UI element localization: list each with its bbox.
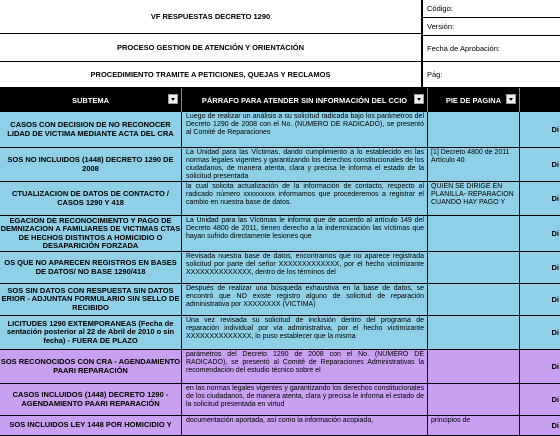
parrafo-cell[interactable]: parámetros del Decreto 1290 de 2008 con el No. (NÚMERO DE RADICADO), se presentó al Comité de Reparaciones Administrativas la recomendación del estudio técnico sobre el: [182, 350, 428, 384]
extra-cell[interactable]: Di: [520, 216, 560, 252]
filter-dropdown-icon[interactable]: [414, 94, 424, 104]
subtema-cell[interactable]: SOS SIN DATOS CON RESPUESTA SIN DATOS ERIOR - ADJUNTAN FORMULARIO SIN SELLO DE RECIBIDO: [0, 284, 182, 316]
parrafo-cell[interactable]: en las normas legales vigentes y garantizando los derechos constitucionales de los ciudadanos, de manera atenta, clara y precisa le informa el estado de la solicitud presentada en virtud: [182, 384, 428, 416]
extra-cell[interactable]: Di: [520, 284, 560, 316]
table-row[interactable]: [0, 350, 560, 384]
process-title: PROCESO GESTION DE ATENCIÓN Y ORIENTACIÓN: [0, 34, 422, 62]
table-row[interactable]: [0, 316, 560, 350]
parrafo-cell[interactable]: Luego de realizar un análisis a su solicitud radicada bajo los parámetros del Decreto 1290 de 2008 con el No. (NÚMERO DE RADICADO), se presentó al Comité de Reparaciones: [182, 112, 428, 148]
column-header-extra: [520, 88, 560, 112]
pie-cell[interactable]: [1] Decreto 4800 de 2011 Artículo 40.: [428, 148, 520, 182]
parrafo-cell[interactable]: la cual solicita actualización de la información de contacto, respecto al radicado número xxxxxxxxx informamos que procederemos a registrar el cambio en nuestra base de datos.: [182, 182, 428, 216]
version-label: Versión:: [422, 18, 560, 36]
extra-cell[interactable]: Di: [520, 252, 560, 284]
extra-cell[interactable]: Di: [520, 350, 560, 384]
table-row[interactable]: [0, 112, 560, 148]
pie-cell[interactable]: QUIEN SE DIRIGE EN PLANILLA- REPARACION CUANDO HAY PAGO Y: [428, 182, 520, 216]
subtema-cell[interactable]: CASOS INCLUIDOS (1448) DECRETO 1290 - AGENDAMIENTO PAARI REPARACIÓN: [0, 384, 182, 416]
column-header-pie-label: PIE DE PAGINA: [445, 95, 502, 105]
pie-cell[interactable]: [428, 384, 520, 416]
extra-cell[interactable]: Di: [520, 148, 560, 182]
table-row[interactable]: [0, 284, 560, 316]
procedure-title: PROCEDIMIENTO TRAMITE A PETICIONES, QUEJAS Y RECLAMOS: [0, 62, 422, 88]
extra-cell[interactable]: Di: [520, 416, 560, 436]
parrafo-cell[interactable]: Una vez revisada su solicitud de inclusión dentro del programa de reparación individual por vía administrativa, por el hecho victimizante XXXXXXXXXXXXXX, lo puso establecer que la misma: [182, 316, 428, 350]
fecha-aprobacion-label: Fecha de Aprobación:: [422, 36, 560, 62]
table-row[interactable]: [0, 216, 560, 252]
filter-dropdown-icon[interactable]: [506, 94, 516, 104]
codigo-label: Código:: [422, 0, 560, 18]
column-header-pie: [428, 88, 520, 112]
extra-cell[interactable]: Di: [520, 384, 560, 416]
column-header-parrafo-label: PÁRRAFO PARA ATENDER SIN INFORMACIÓN DEL CCIO: [201, 95, 408, 105]
document-header: [0, 0, 560, 88]
pie-cell[interactable]: [428, 252, 520, 284]
subtema-cell[interactable]: SOS INCLUIDOS LEY 1448 POR HOMICIDIO Y: [0, 416, 182, 436]
subtema-cell[interactable]: LICITUDES 1290 EXTEMPORANEAS (Fecha de sentación posterior al 22 de Abril de 2010 o sin fecha) - FUERA DE PLAZO: [0, 316, 182, 350]
parrafo-cell[interactable]: La Unidad para las Víctimas le informa que de acuerdo al artículo 149 del Decreto 4800 de 2011, tienen derecho a la indemnización las víctimas que hayan sufrido directamente lesiones que: [182, 216, 428, 252]
subtema-cell[interactable]: EGACION DE RECONOCIMIENTO Y PAGO DE DEMNIZACION A FAMILIARES DE VICTIMAS CTAS DE HECHOS DISTINTOS A HOMICIDIO O DESAPARICIÓN FORZADA: [0, 216, 182, 252]
filter-dropdown-icon[interactable]: [168, 94, 178, 104]
pagina-label: Pág:: [422, 62, 560, 88]
parrafo-cell[interactable]: documentación aportada, así como la información acopiada,: [182, 416, 428, 436]
table-row[interactable]: [0, 252, 560, 284]
subtema-cell[interactable]: CASOS CON DECISION DE NO RECONOCER LIDAD DE VICTIMA MEDIANTE ACTA DEL CRA: [0, 112, 182, 148]
column-header-parrafo: [182, 88, 428, 112]
pie-cell[interactable]: principios de: [428, 416, 520, 436]
table-row[interactable]: [0, 416, 560, 436]
pie-cell[interactable]: [428, 316, 520, 350]
pie-cell[interactable]: [428, 350, 520, 384]
column-header-subtema-label: SUBTEMA: [71, 95, 110, 105]
pie-cell[interactable]: [428, 216, 520, 252]
parrafo-cell[interactable]: Después de realizar una búsqueda exhaustiva en la base de datos, se encontró que NO existe registro alguno de solicitud de reparación administrativa por XXXXXXXX (VICTIMA): [182, 284, 428, 316]
subtema-cell[interactable]: SOS NO INCLUIDOS (1448) DECRETO 1290 DE 2008: [0, 148, 182, 182]
pie-cell[interactable]: [428, 284, 520, 316]
table-row[interactable]: [0, 148, 560, 182]
extra-cell[interactable]: Di: [520, 182, 560, 216]
subtema-cell[interactable]: OS QUE NO APARECEN REGISTROS EN BASES DE DATOS/ NO BASE 1290/418: [0, 252, 182, 284]
parrafo-cell[interactable]: La Unidad para las Víctimas, dando cumplimiento a lo establecido en las normas legales vigentes y garantizando los derechos constitucionales de los ciudadanos, de manera atenta, clara y precisa le informa el estado de la solicitud presentada: [182, 148, 428, 182]
table-row[interactable]: [0, 384, 560, 416]
column-header-subtema: [0, 88, 182, 112]
parrafo-cell[interactable]: Revisada nuestra base de datos, encontramos que no aparece registrada solicitud por parte del señor XXXXXXXXXXXXX, por el hecho victimizante XXXXXXXXXXXXXX, dentro de los términos del: [182, 252, 428, 284]
extra-cell[interactable]: Di: [520, 316, 560, 350]
pie-cell[interactable]: [428, 112, 520, 148]
subtema-cell[interactable]: CTUALIZACION DE DATOS DE CONTACTO / CASOS 1290 Y 418: [0, 182, 182, 216]
table-row[interactable]: [0, 182, 560, 216]
document-title: VF RESPUESTAS DECRETO 1290: [0, 0, 422, 34]
extra-cell[interactable]: Di: [520, 112, 560, 148]
subtema-cell[interactable]: SOS RECONOCIDOS CON CRA - AGENDAMIENTO PAARI REPARACIÓN: [0, 350, 182, 384]
